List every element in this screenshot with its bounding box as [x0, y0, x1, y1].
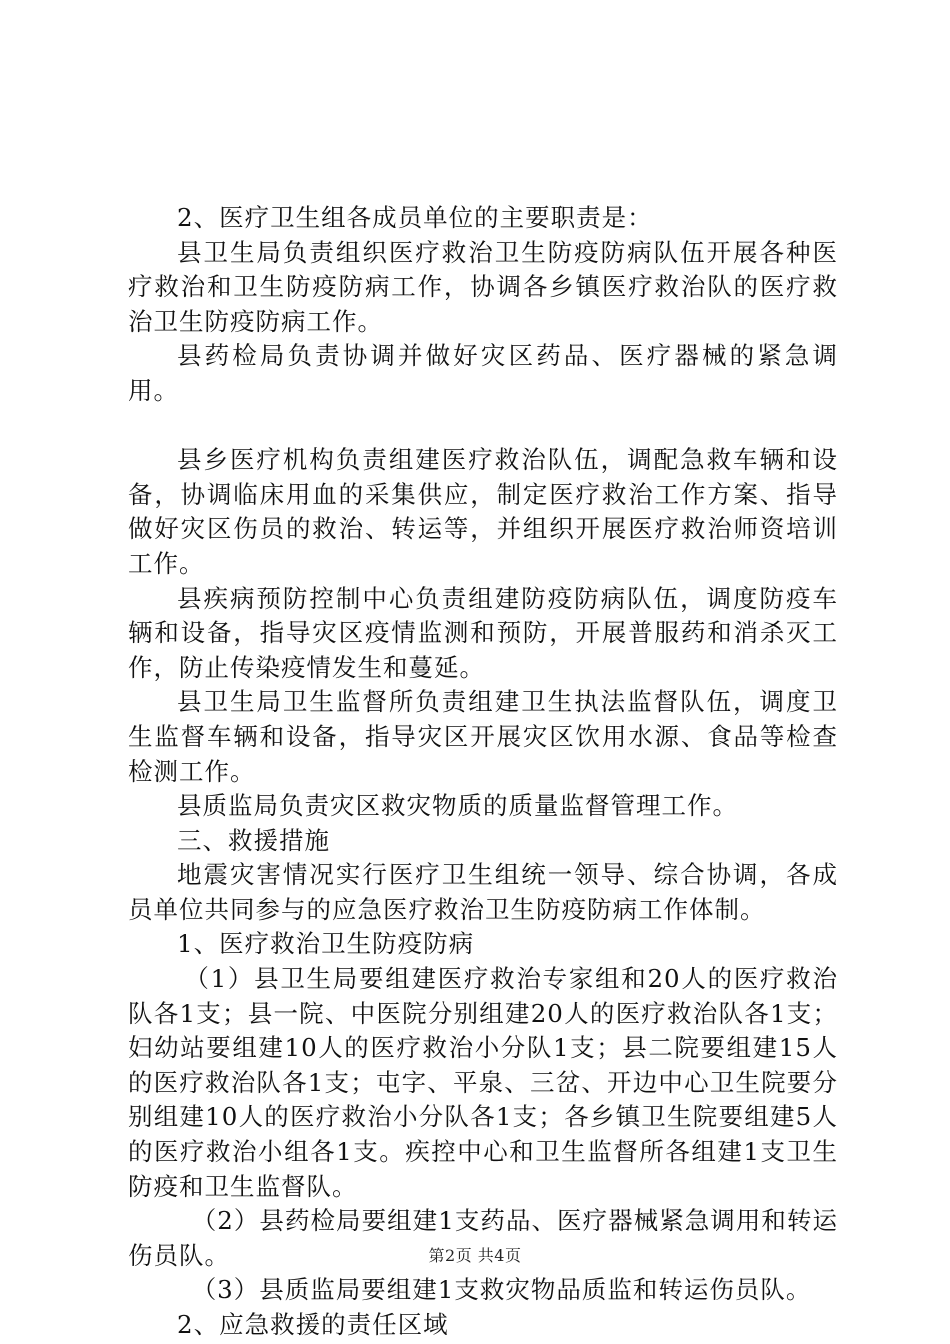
paragraph-quality-supervision: 县质监局负责灾区救灾物质的质量监督管理工作。 — [177, 791, 738, 821]
paragraph-health-bureau: 县卫生局负责组织医疗救治卫生防疫防病队伍开展各种医疗救治和卫生防疫防病工作，协调各乡镇医疗救治队的医疗救治卫生防疫防病工作。 — [128, 237, 838, 336]
document-body — [128, 201, 838, 1343]
paragraph-disease-control: 县疾病预防控制中心负责组建防疫防病队伍，调度防疫车辆和设备，指导灾区疫情监测和预防，开展普服药和消杀灭工作，防止传染疫情发生和蔓延。 — [128, 583, 838, 682]
subheading-medical-treatment: 1、医疗救治卫生防疫防病 — [177, 929, 475, 959]
paragraph-health-supervision: 县卫生局卫生监督所负责组建卫生执法监督队伍，调度卫生监督车辆和设备，指导灾区开展灾区饮用水源、食品等检查检测工作。 — [128, 687, 838, 786]
page-number: 第2页 共4页 — [428, 1246, 522, 1265]
list-item-1: （1）县卫生局要组建医疗救治专家组和20人的医疗救治队各1支；县一院、中医院分别组建20人的医疗救治队各1支；妇幼站要组建10人的医疗救治小分队1支；县二院要组建15人的医疗救治队各1支；屯字、平泉、三岔、开边中心卫生院要分别组建10人的医疗救治小分队各1支；各乡镇卫生院要组建5人的医疗救治小组各1支。疾控中心和卫生监督所各组建1支卫生防疫和卫生监督队。 — [128, 964, 838, 1201]
section-heading-rescue-measures: 三、救援措施 — [177, 825, 330, 855]
list-item-3: （3）县质监局要组建1支救灾物品质监和转运伤员队。 — [191, 1275, 812, 1305]
section-heading-duties: 2、医疗卫生组各成员单位的主要职责是： — [177, 203, 653, 232]
paragraph-medical-institutions: 县乡医疗机构负责组建医疗救治队伍，调配急救车辆和设备，协调临床用血的采集供应，制定医疗救治工作方案、指导做好灾区伤员的救治、转运等，并组织开展医疗救治师资培训工作。 — [128, 445, 838, 578]
subheading-responsibility-areas: 2、应急救援的责任区域 — [177, 1310, 449, 1339]
paragraph-command-system: 地震灾害情况实行医疗卫生组统一领导、综合协调，各成员单位共同参与的应急医疗救治卫生防疫防病工作体制。 — [128, 860, 838, 924]
paragraph-drug-inspection: 县药检局负责协调并做好灾区药品、医疗器械的紧急调用。 — [128, 341, 838, 405]
list-item-2: （2）县药检局要组建1支药品、医疗器械紧急调用和转运伤员队。 — [128, 1206, 838, 1270]
